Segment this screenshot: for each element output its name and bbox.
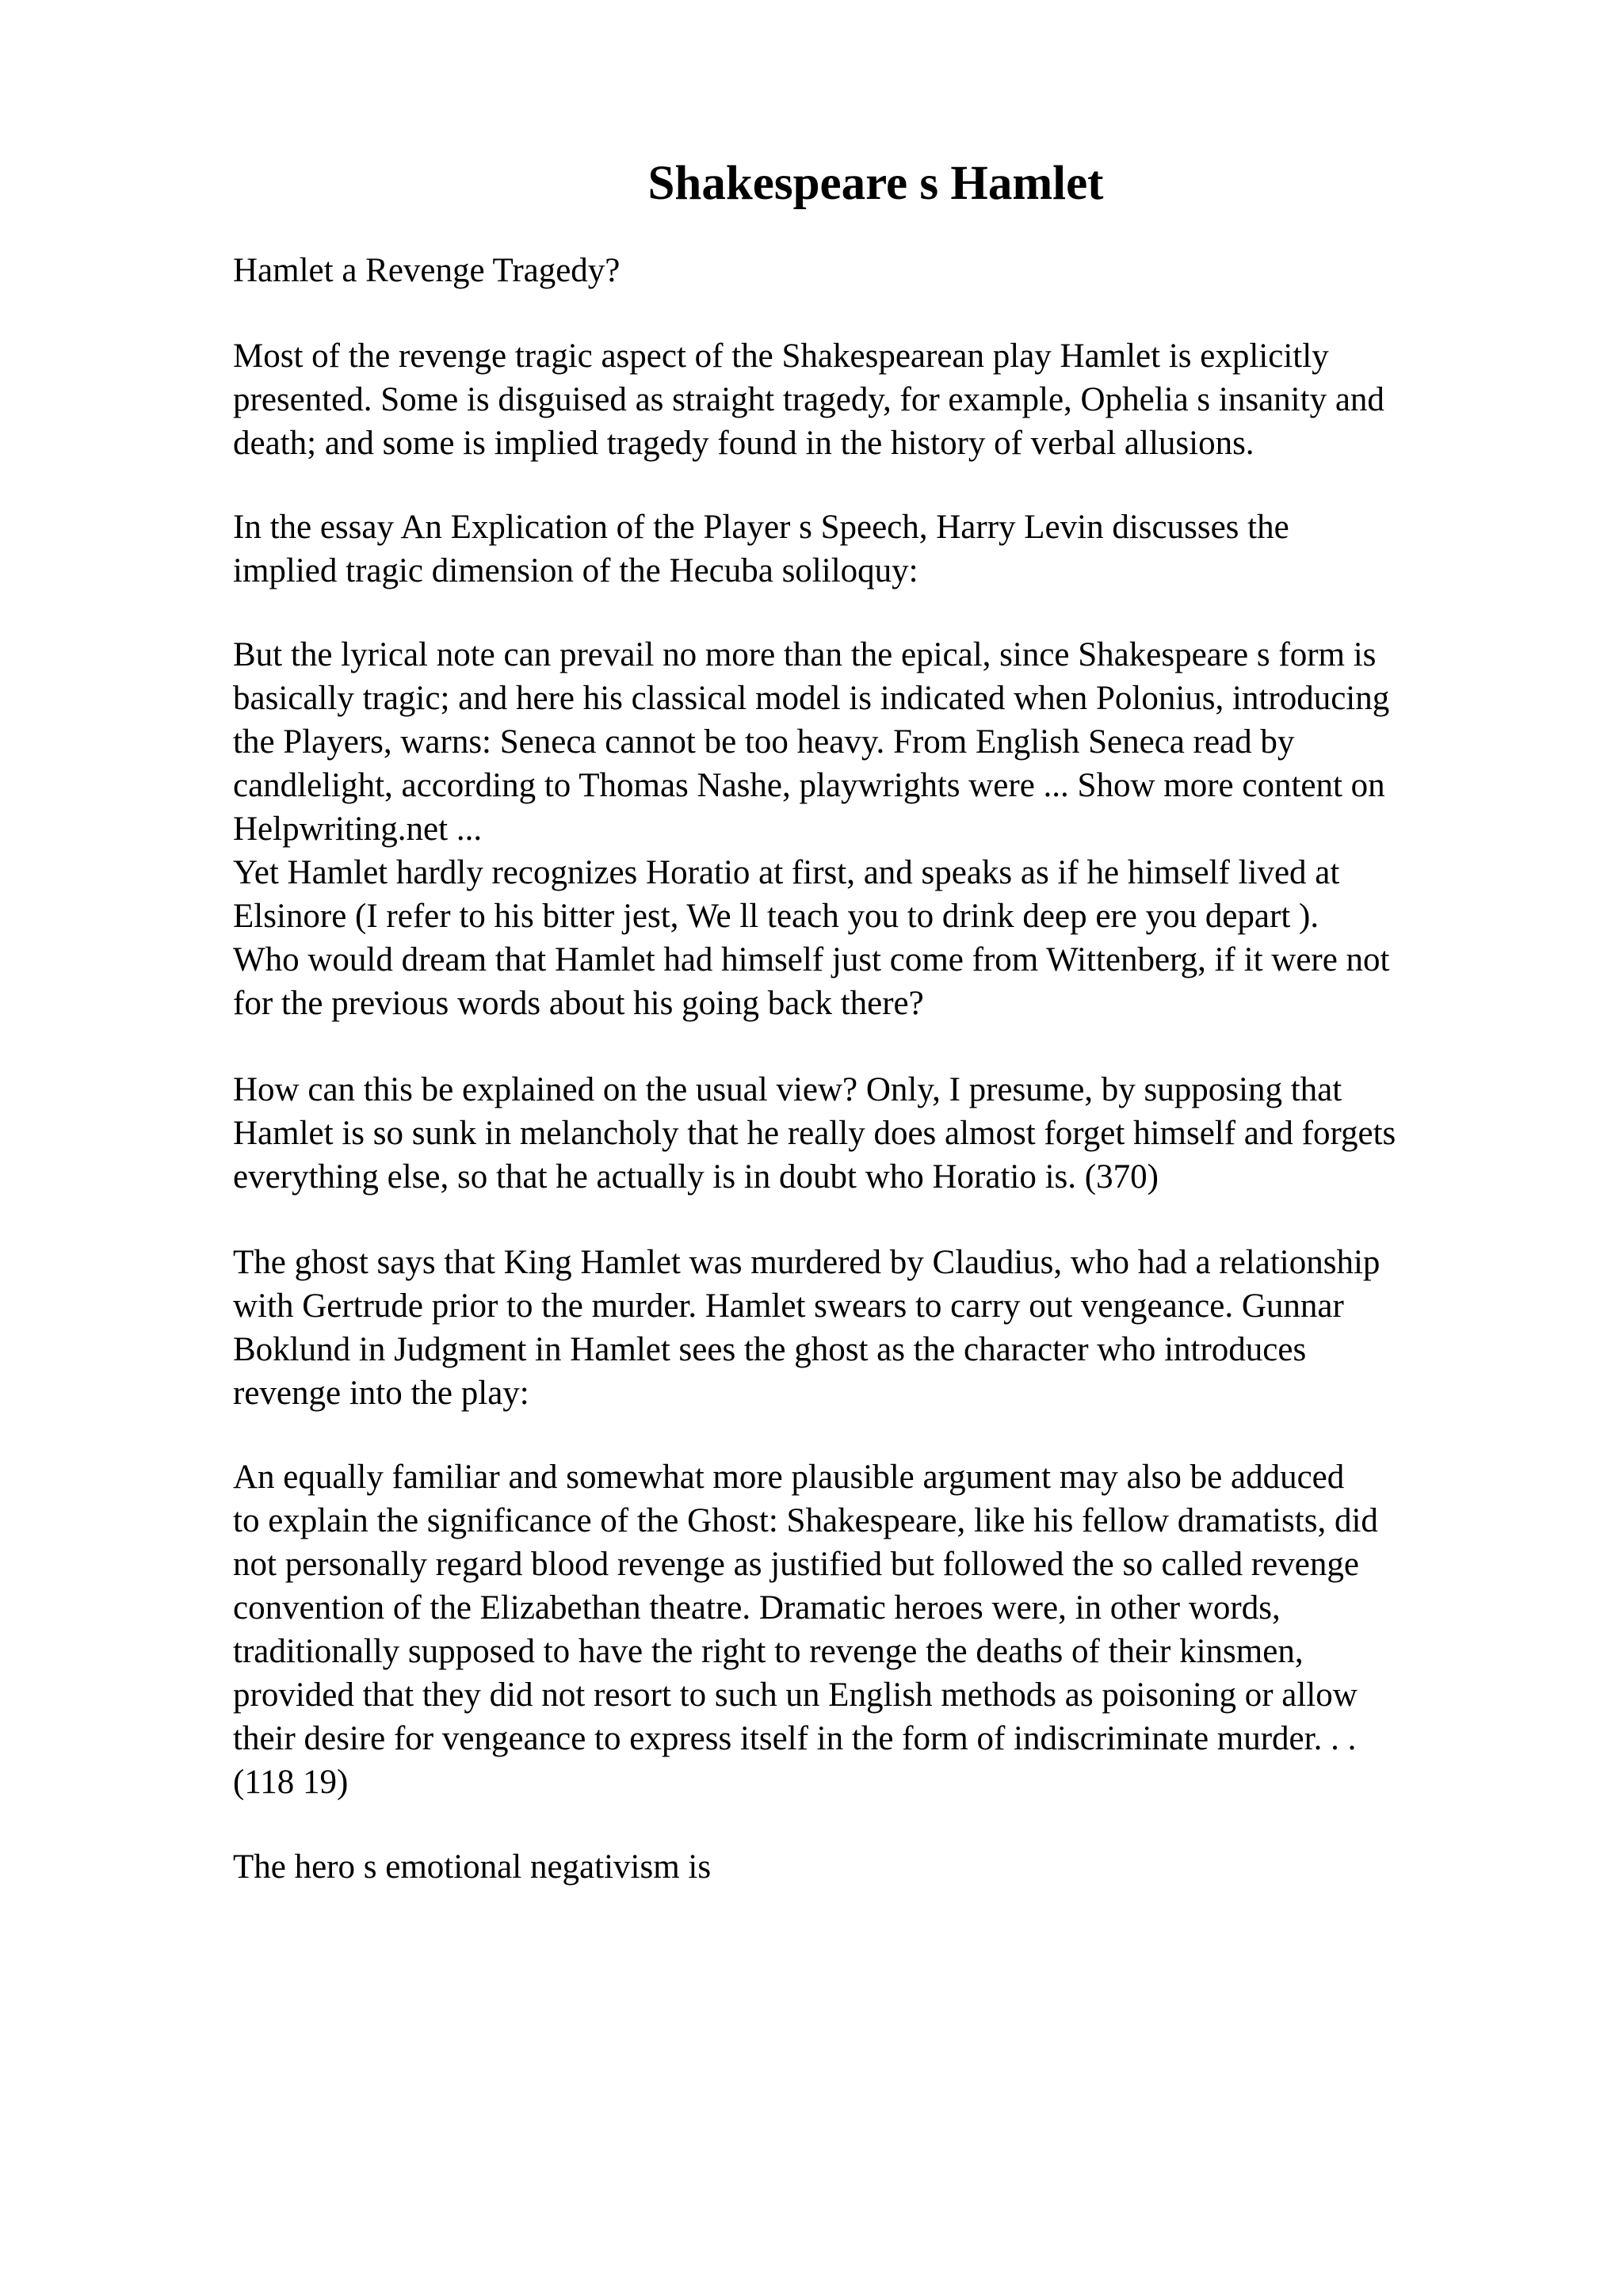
text-line: revenge into the play: — [233, 1375, 529, 1412]
text-line: But the lyrical note can prevail no more than the epical, since Shakespeare s form is — [233, 636, 1377, 673]
text-line: with Gertrude prior to the murder. Hamlet swears to carry out vengeance. Gunnar — [233, 1287, 1344, 1325]
document-title: Shakespeare s Hamlet — [647, 157, 1104, 210]
text-line: everything else, so that he actually is in doubt who Horatio is. (370) — [233, 1158, 1159, 1196]
text-line: provided that they did not resort to such un English methods as poisoning or allow — [233, 1676, 1358, 1714]
text-line: to explain the significance of the Ghost: Shakespeare, like his fellow dramatists, did — [233, 1502, 1378, 1539]
text-line: Boklund in Judgment in Hamlet sees the ghost as the character who introduces — [233, 1331, 1307, 1368]
text-line: the Players, warns: Seneca cannot be too heavy. From English Seneca read by — [233, 723, 1295, 761]
text-line: Who would dream that Hamlet had himself just come from Wittenberg, if it were not — [233, 941, 1390, 978]
text-line: Most of the revenge tragic aspect of the Shakespearean play Hamlet is explicitly — [233, 338, 1329, 375]
text-line: not personally regard blood revenge as justified but followed the so called revenge — [233, 1546, 1359, 1583]
text-line: implied tragic dimension of the Hecuba soliloquy: — [233, 552, 918, 589]
text-line: death; and some is implied tragedy found in the history of verbal allusions. — [233, 425, 1254, 462]
text-line: Helpwriting.net ... — [233, 810, 483, 848]
text-line: convention of the Elizabethan theatre. Dramatic heroes were, in other words, — [233, 1589, 1281, 1627]
text-line: candlelight, according to Thomas Nashe, playwrights were ... Show more content on — [233, 767, 1385, 804]
text-line: In the essay An Explication of the Player s Speech, Harry Levin discusses the — [233, 509, 1289, 546]
text-line: (118 19) — [233, 1764, 349, 1801]
text-line: The hero s emotional negativism is — [233, 1848, 712, 1886]
text-line: Hamlet is so sunk in melancholy that he really does almost forget himself and forgets — [233, 1115, 1396, 1152]
subtitle-line: Hamlet a Revenge Tragedy? — [233, 252, 621, 289]
text-line: presented. Some is disguised as straight tragedy, for example, Ophelia s insanity and — [233, 381, 1384, 418]
text-line: How can this be explained on the usual view? Only, I presume, by supposing that — [233, 1071, 1342, 1108]
text-line: Yet Hamlet hardly recognizes Horatio at first, and speaks as if he himself lived at — [233, 854, 1340, 891]
text-line: for the previous words about his going back there? — [233, 985, 924, 1022]
text-line: basically tragic; and here his classical model is indicated when Polonius, introducing — [233, 680, 1390, 717]
text-line: An equally familiar and somewhat more plausible argument may also be adduced — [233, 1459, 1345, 1496]
text-line: their desire for vengeance to express itself in the form of indiscriminate murder. . . — [233, 1720, 1357, 1757]
text-line: traditionally supposed to have the right to revenge the deaths of their kinsmen, — [233, 1633, 1304, 1670]
text-line: Elsinore (I refer to his bitter jest, We ll teach you to drink deep ere you depart ). — [233, 898, 1319, 935]
text-line: The ghost says that King Hamlet was murdered by Claudius, who had a relationship — [233, 1244, 1381, 1281]
